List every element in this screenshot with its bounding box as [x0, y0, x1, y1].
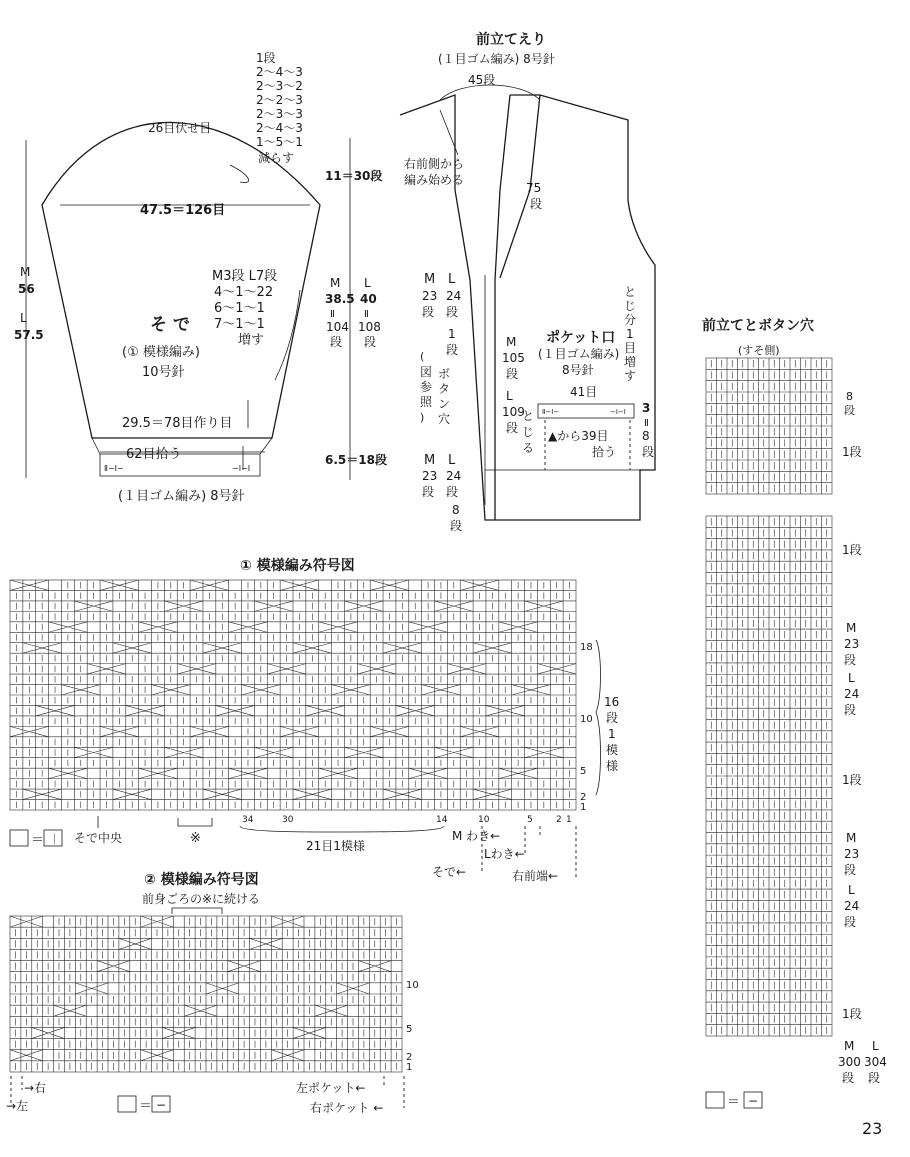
dec-schedule-3: 2～2～3	[256, 93, 303, 107]
m-front-1: 105	[502, 351, 525, 365]
band-one-row-a: 1段	[842, 445, 862, 459]
pocket-inc-0: と	[624, 285, 637, 299]
band-legend-eq: ＝	[727, 1095, 741, 1110]
pocket-lining-lines	[545, 420, 630, 470]
l-bottom-2: 段	[446, 485, 459, 499]
chart1-repeat-4: 様	[606, 759, 619, 773]
band-l-b-0: L	[848, 883, 855, 897]
cuff-left-edge	[92, 438, 100, 454]
band-rows8-1: 段	[844, 404, 855, 417]
chart2-left: →左	[6, 1099, 29, 1113]
close-1: じ	[522, 425, 535, 439]
close-2: る	[522, 441, 535, 455]
pocket-pick2: 拾う	[592, 445, 617, 459]
pick-up-label: 62目拾う	[126, 447, 182, 462]
band-grid-main	[706, 516, 832, 1036]
band-l-a-2: 段	[844, 703, 857, 717]
pocket-rows-2: 8	[642, 429, 650, 443]
cuff-mark-right: −Ⅰ−Ⅰ	[232, 464, 251, 473]
inc-label: 増す	[238, 333, 265, 348]
band-m-a-2: 段	[844, 653, 857, 667]
band-l-total-1: 304	[864, 1055, 887, 1069]
bottom-rows-1: 段	[450, 519, 463, 533]
rib-height-label: 6.5＝18段	[325, 453, 387, 467]
page-number: 23	[862, 1119, 883, 1138]
one-row-1: 段	[446, 343, 459, 357]
band-m-total-2: 段	[842, 1071, 855, 1085]
front-band-diagram	[400, 31, 655, 533]
band-m-a-0: M	[846, 621, 857, 635]
see-fig-2: 参	[420, 380, 433, 394]
buttonhole-0: ボ	[438, 367, 451, 381]
body-l-4: 段	[364, 335, 377, 349]
chart2-legend-box	[118, 1096, 136, 1112]
pocket-inc-5: 増	[624, 355, 637, 369]
inc-schedule-2: 7～1～1	[214, 317, 265, 332]
start-note-1: 編み始める	[404, 173, 465, 187]
chart2-row-2: 2	[406, 1052, 413, 1063]
chart1-row-18: 18	[580, 642, 593, 653]
m-top-0: M	[424, 272, 436, 287]
body-m-2: Ⅱ	[330, 309, 335, 320]
collar-rows-0: 75	[526, 181, 542, 195]
inc-m-label: M3段 L7段	[212, 269, 278, 284]
repeat-brace	[240, 826, 444, 832]
band-one-row-b: 1段	[842, 543, 862, 557]
chart2-left-pocket: 左ポケット←	[296, 1081, 366, 1095]
cast-on-label: 29.5＝78目作り目	[122, 416, 233, 431]
front-band-sub: (１目ゴム編み) 8号針	[438, 52, 555, 66]
chart2-note: 前身ごろの※に続ける	[142, 892, 261, 906]
chart1-right-front: 右前端←	[512, 869, 559, 883]
body-l-1: 40	[360, 292, 377, 306]
inc-schedule-0: 4～1～22	[214, 285, 274, 300]
dec-schedule-6: 1～5～1	[256, 135, 303, 149]
band-rows8-0: 8	[846, 390, 853, 403]
chart1-col-10: 10	[478, 815, 490, 825]
sleeve-l-value: 57.5	[14, 328, 44, 342]
pocket-inc-6: す	[624, 369, 637, 383]
chart1-legend-box	[10, 830, 28, 846]
band-chart	[702, 317, 887, 1110]
sleeve-diagram	[14, 51, 387, 504]
pocket-inc-1: じ	[624, 299, 637, 313]
band-l-a-1: 24	[844, 687, 860, 701]
body-l-label: L	[364, 276, 371, 290]
body-m-3: 104	[326, 320, 349, 334]
chart1-col-30: 30	[282, 815, 294, 825]
body-l-2: Ⅱ	[364, 309, 369, 320]
chart1-repeat-brace	[596, 640, 601, 795]
collar-rows-1: 段	[530, 197, 543, 211]
pocket-rows-1: Ⅱ	[644, 418, 649, 429]
buttonhole-3: 穴	[438, 412, 451, 426]
pocket-stitches: 41目	[570, 385, 598, 399]
chart2-right-pocket: 右ポケット ←	[310, 1101, 384, 1115]
chart1-col-2: 2	[556, 815, 562, 825]
chart1-title: ① 模様編み符号図	[240, 558, 355, 574]
chart2-grid	[10, 916, 402, 1072]
m-top-1: 23	[422, 289, 438, 303]
chart1-row-5: 5	[580, 766, 587, 777]
asterisk-bracket	[178, 818, 212, 826]
chart1-col-34: 34	[242, 815, 254, 825]
band-one-row-c: 1段	[842, 773, 862, 787]
chart2-row-5: 5	[406, 1024, 413, 1035]
band-grid-top	[706, 358, 832, 494]
bind-off-label: 26目伏せ目	[148, 121, 212, 135]
band-m-b-1: 23	[844, 847, 860, 861]
chart1-repeat-0: 16	[604, 695, 620, 709]
band-legend-symbol: −	[748, 1094, 759, 1108]
dec-schedule-4: 2～3～3	[256, 107, 303, 121]
pocket-sub: (１目ゴム編み)	[538, 347, 620, 361]
chart1-row-2: 2	[580, 792, 587, 803]
m-bottom-0: M	[424, 453, 436, 468]
body-m-1: 38.5	[325, 292, 355, 306]
band-m-b-0: M	[846, 831, 857, 845]
band-l-total-0: L	[872, 1039, 879, 1053]
band-chart-title: 前立てとボタン穴	[702, 318, 814, 334]
dec-label: 減らす	[258, 151, 295, 165]
pocket-mark-left: Ⅱ−Ⅰ−	[542, 408, 560, 416]
sleeve-title: そ で	[150, 315, 190, 335]
pocket-inc-4: 目	[624, 341, 637, 355]
cuff-mark-left: Ⅱ−Ⅰ−	[104, 464, 124, 473]
chart1-l-side: Lわき←	[484, 847, 525, 861]
chart2-title: ② 模様編み符号図	[144, 872, 259, 888]
l-front-0: L	[506, 389, 513, 403]
band-l-b-1: 24	[844, 899, 860, 913]
band-chart-sub: (すそ側)	[738, 344, 780, 357]
m-front-2: 段	[506, 367, 519, 381]
sleeve-m-value: 56	[18, 282, 35, 296]
sleeve-m-label: M	[20, 265, 31, 279]
grid-lines	[706, 516, 832, 1036]
chart2-right: →右	[24, 1081, 47, 1095]
band-m-a-1: 23	[844, 637, 860, 651]
chart2-legend-symbol: −	[156, 1098, 167, 1112]
pocket-pick: ▲から39目	[548, 429, 609, 443]
dec-schedule-1: 2～4～3	[256, 65, 303, 79]
pocket-needle: 8号針	[562, 363, 594, 377]
l-bottom-1: 24	[446, 469, 462, 483]
chart1-col-14: 14	[436, 815, 448, 825]
band-one-row-d: 1段	[842, 1007, 862, 1021]
front-band-title: 前立てえり	[476, 32, 546, 48]
band-l-a-0: L	[848, 671, 855, 685]
chart2-row-10: 10	[406, 980, 419, 991]
pocket-rows-3: 段	[642, 445, 655, 459]
chart1-legend-symbol: ｜	[49, 833, 60, 846]
dec-leader	[230, 165, 249, 183]
pocket-inc-2: 分	[624, 313, 637, 327]
chart2-row-1: 1	[406, 1062, 413, 1073]
grid-lines	[706, 358, 832, 494]
close-0: と	[522, 409, 535, 423]
bottom-rows-0: 8	[452, 503, 460, 517]
band-l-total-2: 段	[868, 1071, 881, 1085]
dec-schedule-2: 2～3～2	[256, 79, 303, 93]
chart1-col-5: 5	[527, 815, 533, 825]
sleeve-pattern: (① 模様編み)	[122, 345, 200, 360]
l-top-1: 24	[446, 289, 462, 303]
chart2-legend-eq: ＝	[139, 1099, 153, 1114]
chart1-m-side: M わき←	[452, 829, 501, 843]
band-l-b-2: 段	[844, 915, 857, 929]
see-fig-1: 図	[420, 365, 433, 379]
chart1-repeat-1: 段	[606, 711, 619, 725]
chart1-repeat: 21目1模様	[306, 839, 365, 853]
chart1-repeat-3: 模	[606, 743, 619, 757]
body-m-4: 段	[330, 335, 343, 349]
chart1-row-1: 1	[580, 802, 587, 813]
band-inner	[495, 95, 510, 520]
buttonhole-1: タ	[438, 382, 451, 396]
sleeve-l-label: L	[20, 311, 27, 325]
chart1-row-10: 10	[580, 714, 593, 725]
chart1-legend-eq: ＝	[31, 833, 45, 848]
l-top-0: L	[448, 272, 456, 287]
chart1-repeat-2: 1	[608, 727, 616, 741]
band-m-total-0: M	[844, 1039, 855, 1053]
pocket-inc-3: 1	[626, 327, 634, 341]
inc-schedule-1: 6～1～1	[214, 301, 265, 316]
see-fig-0: (	[420, 350, 425, 363]
l-top-2: 段	[446, 305, 459, 319]
see-fig-3: 照	[420, 395, 433, 409]
chart2	[6, 871, 419, 1115]
chart1-sleeve: そで←	[432, 865, 467, 879]
cap-height-label: 11＝30段	[325, 169, 383, 183]
body-l-3: 108	[358, 320, 381, 334]
l-bottom-0: L	[448, 453, 456, 468]
l-front-2: 段	[506, 421, 519, 435]
sleeve-needle: 10号針	[142, 365, 185, 380]
chart1-sleeve-center: そで中央	[74, 831, 123, 845]
chart1-asterisk: ※	[190, 831, 201, 846]
m-top-2: 段	[422, 305, 435, 319]
chart1-grid	[10, 580, 576, 810]
body-m-label: M	[330, 276, 341, 290]
see-fig-4: )	[420, 411, 425, 424]
stitch-marks	[10, 916, 397, 1070]
grid-lines	[10, 580, 576, 810]
band-m-total-1: 300	[838, 1055, 861, 1069]
sleeve-outline	[42, 122, 320, 438]
band-m-b-2: 段	[844, 863, 857, 877]
chart1	[10, 557, 619, 883]
one-row-0: 1	[448, 327, 456, 341]
chart1-col-1: 1	[566, 815, 572, 825]
l-front-1: 109	[502, 405, 525, 419]
m-bottom-2: 段	[422, 485, 435, 499]
band-legend-box	[706, 1092, 724, 1108]
pocket-rows-0: 3	[642, 401, 651, 415]
pocket-mark-right: −Ⅰ−Ⅰ	[610, 408, 626, 416]
m-bottom-1: 23	[422, 469, 438, 483]
pocket-title: ポケット口	[546, 330, 616, 346]
cuff-rib-label: (１目ゴム編み) 8号針	[118, 489, 245, 504]
start-note-0: 右前側から	[404, 157, 465, 171]
dec-schedule-0: 1段	[256, 51, 276, 65]
inc-leader	[275, 290, 300, 380]
m-front-0: M	[506, 335, 517, 349]
front-band-rows: 45段	[468, 73, 496, 87]
dec-schedule-5: 2～4～3	[256, 121, 303, 135]
sleeve-width-label: 47.5＝126目	[140, 203, 226, 218]
buttonhole-2: ン	[438, 397, 451, 411]
chart2-note-bracket	[172, 908, 222, 914]
